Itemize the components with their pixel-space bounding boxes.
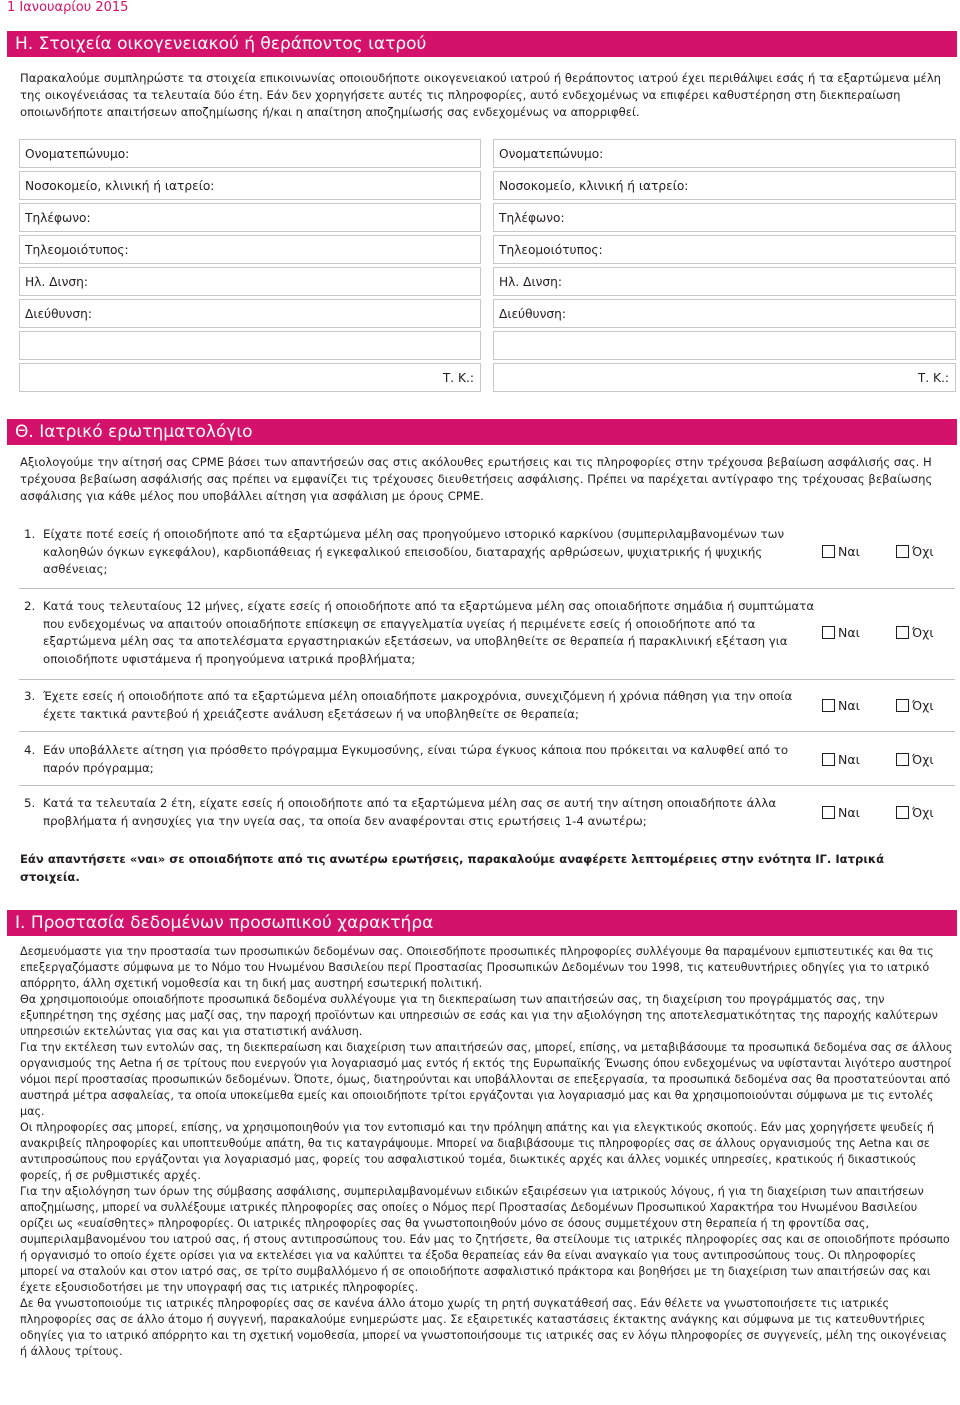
right-address-line-2[interactable] [493, 331, 956, 360]
question-row [19, 736, 955, 786]
section-h-intro: Παρακαλούμε συμπληρώστε τα στοιχεία επικοινωνίας οποιουδήποτε οικογενειακού ιατρού ή θεράποντος ιατρού έχει περιθάλψει εσάς ή τα εξαρτώμενα μέλη της οικογένειάσας τα τελευταία δύο έτη. Εάν δεν χορηγήσετε αυτές τις πληροφορίες, αυτό ενδεχομένως να επιφέρει καθυστέρηση στη διεκπεραίωση οποιωνδήποτε απαιτήσεων αποζημίωσης ή/και η απαίτηση αποζημίωσής σας ενδεχομένως να απορριφθεί. [20, 71, 942, 119]
yes-option[interactable]: Ναι [822, 805, 896, 820]
question-number: 1. [24, 527, 36, 541]
question-row [19, 520, 955, 589]
right-address-field[interactable]: Διεύθυνση: [493, 299, 956, 328]
no-checkbox[interactable] [896, 753, 909, 766]
left-name-field[interactable]: Ονοματεπώνυμο: [19, 139, 481, 168]
no-option[interactable]: Όχι [896, 805, 960, 820]
left-postcode-field[interactable]: Τ. Κ.: [19, 363, 481, 392]
section-th-title: Θ. Ιατρικό ερωτηματολόγιο [7, 419, 957, 445]
data-protection-paragraph: Για την εκτέλεση των εντολών σας, τη διεκπεραίωση και διαχείριση των απαιτήσεών σας, μπορεί, επίσης, να μεταβιβάσουμε τα προσωπικά δεδομένα σας σε άλλους οργανισμούς της Aetna ή σε τρίτους που ενεργούν για λογαριασμό μας εντός ή εκτός της Ευρωπαϊκής Ένωσης όπου ενδεχομένως να υφίστανται λιγότερο αυστηροί νόμοι περί προστασίας προσωπικών δεδομένων. Όποτε, όμως, διατηρούνται και υποβάλλονται σε επεξεργασία, τα προσωπικά δεδομένα σας θα προστατεύονται από αυστηρά μέτρα ασφαλείας, τα οποία υποκείμεθα εμείς και οποιοιδήποτε τρίτοι εργάζονται για λογαριασμό μας και θα χρησιμοποιούνται σύμφωνα με τις εντολές μας. [20, 1041, 953, 1118]
question-row [19, 592, 955, 680]
data-protection-paragraph: Δεσμευόμαστε για την προστασία των προσωπικών δεδομένων σας. Οποιεσδήποτε προσωπικές πληροφορίες συλλέγουμε θα παραμένουν εμπιστευτικές και θα τις επεξεργαζόμαστε σύμφωνα με το Νόμο του Ηνωμένου Βασιλείου περί Προστασίας Προσωπικών Δεδομένων του 1998, τις κατευθυντήριες οδηγίες για το ιατρικό απόρρητο, άλλη σχετική νομοθεσία και τη δική μας αυστηρή εσωτερική πολιτική. [20, 945, 934, 990]
left-phone-field[interactable]: Τηλέφωνο: [19, 203, 481, 232]
data-protection-paragraph: Για την αξιολόγηση των όρων της σύμβασης ασφάλισης, συμπεριλαμβανομένων ειδικών εξαιρέσεων για ιατρικούς λόγους, ή για τη διαχείριση των απαιτήσεων αποζημίωσης, μπορεί να συλλέξουμε ιατρικές πληροφορίες σας οποίες ο Νόμος περί Προστασίας Δεδομένων Προσωπικού Χαρακτήρα του Ηνωμένου Βασιλείου ορίζει ως «ευαίσθητες» πληροφορίες. Οι ιατρικές πληροφορίες σας θα γνωστοποιηθούν μόνο σε όσους συμμετέχουν στη θεραπεία ή τη φροντίδα σας, συμπεριλαμβανομένου του ιατρού σας, ή στους αντιπροσώπους του. Εάν μας το ζητήσετε, θα στείλουμε τις ιατρικές πληροφορίες σας και σε οποιοδήποτε πρόσωπο ή οργανισμό το οποίο έχετε ορίσει για να εκτελέσει για να καλύπτει τα έξοδα θεραπείας εάν θα είναι αναγκαίο για τους αντιπροσώπους τους. Οι πληροφορίες μπορεί να σταλούν και στον ιατρό σας, σε τρίτο συμβαλλόμενο ή σε οποιοδήποτε ασφαλιστικό πράκτορα και βοηθήσει με τη διαχείριση των απαιτήσεών σας και έχετε εξουσιοδοτήσει με την υπογραφή σας τις ιατρικές πληροφορίες. [20, 1185, 950, 1294]
data-protection-paragraph: Θα χρησιμοποιούμε οποιαδήποτε προσωπικά δεδομένα συλλέγουμε για τη διεκπεραίωση των απαιτήσεών σας, τη διαχείριση του προγράμματός σας, την εξυπηρέτηση της σχέσης μας μαζί σας, την παροχή προϊόντων και υπηρεσιών σε εσάς και για την αξιολόγηση της αποτελεσματικότητας της παροχής καλύτερων υπηρεσιών εκτελώντας για σας και για στατιστική ανάλυση. [20, 993, 938, 1038]
right-hospital-field[interactable]: Νοσοκομείο, κλινική ή ιατρείο: [493, 171, 956, 200]
left-fax-field[interactable]: Τηλεομοιότυπος: [19, 235, 481, 264]
question-text: Εάν υποβάλλετε αίτηση για πρόσθετο πρόγραμμα Εγκυμοσύνης, είναι τώρα έγκυος κάποια που πρόκειται να καλυφθεί από το παρόν πρόγραμμα; [43, 743, 789, 775]
yes-no-group [822, 752, 960, 767]
section-i-title: Ι. Προστασία δεδομένων προσωπικού χαρακτήρα [7, 910, 957, 936]
question-text: Έχετε εσείς ή οποιοδήποτε από τα εξαρτώμενα μέλη οποιαδήποτε μακροχρόνια, συνεχιζόμενη ή χρόνια πάθηση για την οποία έχετε τακτικά ραντεβού ή χρειάζεστε ανάλυση εξετάσεων ή να υποβληθείτε σε θεραπεία; [43, 689, 793, 721]
data-protection-paragraph: Οι πληροφορίες σας μπορεί, επίσης, να χρησιμοποιηθούν για τον εντοπισμό και την πρόληψη απάτης και για ελεγκτικούς σκοπούς. Εάν μας χορηγήσετε ψευδείς ή ανακριβείς πληροφορίες και υποπτευθούμε απάτη, θα τις καταγράψουμε. Μπορεί να διαβιβάσουμε τις πληροφορίες σας σε άλλους οργανισμούς της Aetna και σε αντιπροσώπους που εργάζονται για λογαριασμό μας, φορείς του ασφαλιστικού τομέα, διωκτικές αρχές και άλλες νομικές υπηρεσίες, κρατικούς ή δικαστικούς φορείς, ή σε ρυθμιστικές αρχές. [20, 1121, 934, 1182]
right-email-field[interactable]: Ηλ. Δινση: [493, 267, 956, 296]
yes-option[interactable]: Ναι [822, 752, 896, 767]
question-text: Κατά τα τελευταία 2 έτη, είχατε εσείς ή οποιοδήποτε από τα εξαρτώμενα μέλη σας σε αυτή την αίτηση οποιαδήποτε άλλα προβλήματα ή ανησυχίες για την υγεία σας, τα οποία δεν αναφέρονται στις ερωτήσεις 1-4 ανωτέρω; [43, 796, 777, 828]
yes-option[interactable]: Ναι [822, 625, 896, 640]
no-checkbox[interactable] [896, 699, 909, 712]
question-number: 4. [24, 743, 36, 757]
no-option[interactable]: Όχι [896, 544, 960, 559]
question-text: Είχατε ποτέ εσείς ή οποιοδήποτε από τα εξαρτώμενα μέλη σας προηγούμενο ιστορικό καρκίνου (συμπεριλαμβανομένων των καλοηθών όγκων εγκεφάλου), καρδιοπάθειας ή εγκεφαλικού επεισοδίου, διαταραχής αρθρώσεων, ψυχιατρικής ή ψυχικής ασθένειας; [43, 527, 785, 576]
left-hospital-field[interactable]: Νοσοκομείο, κλινική ή ιατρείο: [19, 171, 481, 200]
no-option[interactable]: Όχι [896, 752, 960, 767]
yes-no-group [822, 698, 960, 713]
data-protection-text [20, 944, 954, 1360]
yes-option[interactable]: Ναι [822, 544, 896, 559]
right-phone-field[interactable]: Τηλέφωνο: [493, 203, 956, 232]
yes-no-group [822, 625, 960, 640]
left-address-field[interactable]: Διεύθυνση: [19, 299, 481, 328]
yes-no-group [822, 805, 960, 820]
question-row [19, 683, 955, 732]
section-h-title: Η. Στοιχεία οικογενειακού ή θεράποντος ιατρού [7, 31, 957, 57]
question-number: 2. [24, 599, 36, 613]
no-option[interactable]: Όχι [896, 698, 960, 713]
no-checkbox[interactable] [896, 806, 909, 819]
yes-no-group [822, 544, 960, 559]
yes-checkbox[interactable] [822, 806, 835, 819]
question-number: 5. [24, 796, 36, 810]
question-number: 3. [24, 689, 36, 703]
document-date: 1 Ιανουαρίου 2015 [7, 0, 129, 15]
question-text: Κατά τους τελευταίους 12 μήνες, είχατε εσείς ή οποιοδήποτε από τα εξαρτώμενα μέλη σας οποιαδήποτε σημάδια ή συμπτώματα που ενδεχομένως να απαιτούν οποιαδήποτε επίσκεψη σε επαγγελματία υγείας ή περιμένετε εσείς ή οποιοδήποτε από τα εξαρτώμενα μέλη σας τα αποτελέσματα εργαστηριακών εξετάσεων, να υποβληθείτε σε θεραπεία ή παρακλινική εξέταση για οποιοδήποτε υφιστάμενα ή προηγούμενα ιατρικά προβλήματα; [43, 599, 815, 666]
right-fax-field[interactable]: Τηλεομοιότυπος: [493, 235, 956, 264]
yes-checkbox[interactable] [822, 545, 835, 558]
no-option[interactable]: Όχι [896, 625, 960, 640]
right-postcode-field[interactable]: Τ. Κ.: [493, 363, 956, 392]
left-address-line-2[interactable] [19, 331, 481, 360]
right-name-field[interactable]: Ονοματεπώνυμο: [493, 139, 956, 168]
data-protection-paragraph: Δε θα γνωστοποιούμε τις ιατρικές πληροφορίες σας σε κανένα άλλο άτομο χωρίς τη ρητή συγκατάθεσή σας. Εάν θέλετε να γνωστοποιήσετε τις ιατρικές πληροφορίες σας σε άλλο άτομο ή συγγενή, παρακαλούμε ενημερώστε μας. Σε εξαιρετικές καταστάσεις έκτακτης ανάγκης και σύμφωνα με τις κατευθυντήριες οδηγίες για το ιατρικό απόρρητο και τη σχετική νομοθεσία, μπορεί να γνωστοποιήσουμε τις ιατρικές σας εν λόγω πληροφορίες σε συγγενείς, μέλη της οικογένειας ή άλλους τρίτους. [20, 1297, 947, 1358]
yes-option[interactable]: Ναι [822, 698, 896, 713]
yes-checkbox[interactable] [822, 626, 835, 639]
no-checkbox[interactable] [896, 626, 909, 639]
yes-checkbox[interactable] [822, 753, 835, 766]
section-th-intro: Αξιολογούμε την αίτησή σας CPME βάσει των απαντήσεών σας στις ακόλουθες ερωτήσεις και τις πληροφορίες στην τρέχουσα βεβαίωση ασφάλισής σας. Η τρέχουσα βεβαίωση ασφάλισής σας πρέπει να εμφανίζει τις τρέχουσες διευθετήσεις ασφάλισης. Πρέπει να παρέχεται αντίγραφο της τρέχουσας βεβαίωσης ασφάλισης για κάθε μέλος που υποβάλλει αίτηση για ασφάλιση με όρους CPME. [20, 455, 933, 503]
left-email-field[interactable]: Ηλ. Δινση: [19, 267, 481, 296]
yes-checkbox[interactable] [822, 699, 835, 712]
question-row [19, 790, 955, 840]
questionnaire-note: Εάν απαντήσετε «ναι» σε οποιαδήποτε από τις ανωτέρω ερωτήσεις, παρακαλούμε αναφέρετε λεπτομέρειες στην ενότητα ΙΓ. Ιατρικά στοιχεία. [20, 852, 885, 884]
no-checkbox[interactable] [896, 545, 909, 558]
